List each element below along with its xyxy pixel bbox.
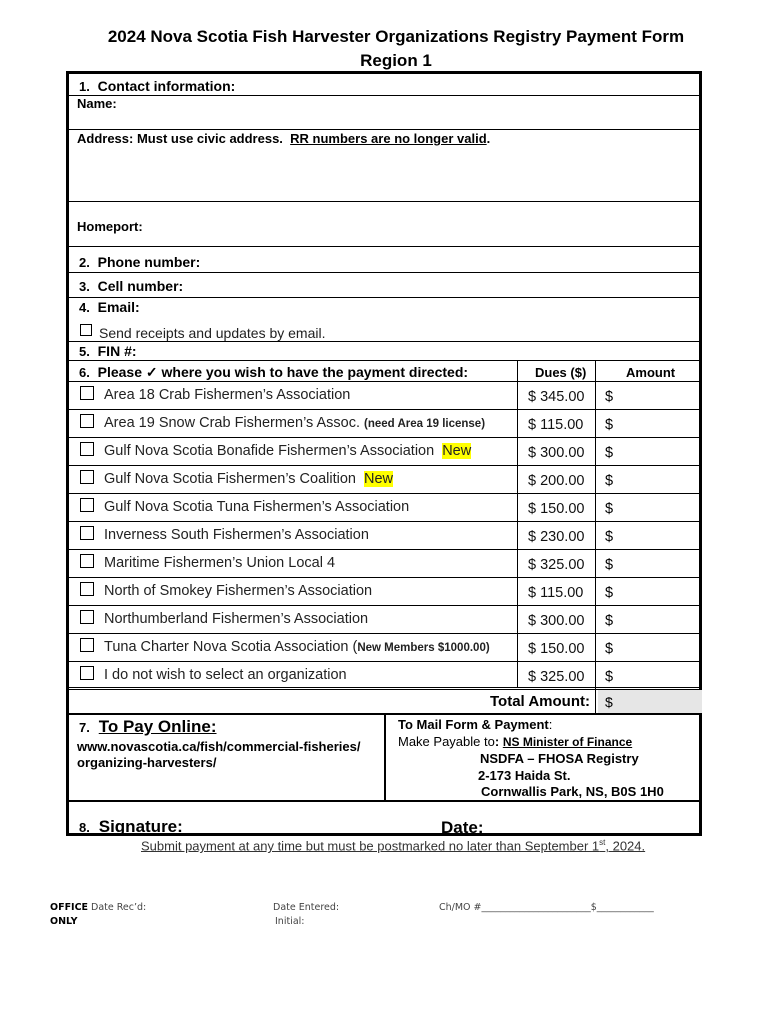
organization-name: North of Smokey Fishermen’s Association [104, 583, 373, 599]
initial-label: Initial: [275, 916, 305, 927]
form-title: 2024 Nova Scotia Fish Harvester Organizations Registry Payment Form [107, 27, 685, 46]
organization-row [69, 381, 699, 409]
organization-checkbox[interactable] [80, 582, 94, 596]
payee-name: NS Minister of Finance [502, 735, 633, 749]
email-receipts-checkbox[interactable] [80, 324, 92, 336]
organization-dues: $ 300.00 [528, 613, 585, 629]
date-label: Date: [441, 818, 484, 837]
section-6-heading: 6. Please ✓ where you wish to have the payment directed: [79, 364, 469, 380]
organization-dues: $ 345.00 [528, 389, 585, 405]
organization-dues: $ 300.00 [528, 445, 585, 461]
organization-dues: $ 115.00 [528, 417, 584, 433]
organization-row [69, 661, 699, 689]
organization-amount[interactable]: $ [605, 389, 614, 405]
homeport-field[interactable] [149, 214, 695, 242]
date-received-label: Date Rec’d: [91, 902, 147, 913]
address-field[interactable] [77, 150, 695, 200]
form-region: Region 1 [360, 51, 432, 70]
mail-heading: To Mail Form & Payment: [398, 717, 553, 732]
mail-address-line2: 2-173 Haida St. [478, 768, 571, 783]
organization-name: Northumberland Fishermen’s Association [104, 611, 369, 627]
payable-to: Make Payable to: NS Minister of Finance [398, 734, 633, 749]
rr-warning: RR numbers are no longer valid [290, 131, 487, 146]
office-only-label-2: ONLY [50, 916, 78, 927]
organization-checkbox[interactable] [80, 666, 94, 680]
organization-name: Area 18 Crab Fishermen’s Association [104, 387, 351, 403]
organization-checkbox[interactable] [80, 442, 94, 456]
signature-field[interactable] [199, 804, 429, 834]
section-7-heading: 7. To Pay Online: [79, 717, 217, 736]
organization-row [69, 521, 699, 549]
total-amount-label: Total Amount: [490, 693, 590, 710]
signature-label: 8. Signature: [79, 817, 183, 836]
cell-label: 3. Cell number: [79, 278, 184, 294]
fin-field[interactable] [149, 342, 695, 360]
organization-amount[interactable]: $ [605, 641, 614, 657]
organization-amount[interactable]: $ [605, 501, 614, 517]
checkmark-icon: ✓ [145, 364, 158, 380]
organization-dues: $ 115.00 [528, 585, 584, 601]
organization-row [69, 605, 699, 633]
organization-name: I do not wish to select an organization [104, 667, 347, 683]
name-label: Name: [77, 96, 117, 111]
organization-checkbox[interactable] [80, 638, 94, 652]
pay-online-url-line1[interactable]: www.novascotia.ca/fish/commercial-fisheries/ [77, 739, 361, 754]
dues-header: Dues ($) [535, 365, 587, 380]
organization-dues: $ 200.00 [528, 473, 585, 489]
organization-checkbox[interactable] [80, 386, 94, 400]
homeport-label: Homeport: [77, 219, 143, 234]
organization-amount[interactable]: $ [605, 669, 614, 685]
phone-field[interactable] [189, 250, 695, 272]
organization-dues: $ 325.00 [528, 669, 585, 685]
organization-name: Gulf Nova Scotia Fishermen’s Coalition New [104, 471, 393, 487]
organization-amount[interactable]: $ [605, 417, 614, 433]
organization-name: Maritime Fishermen’s Union Local 4 [104, 555, 336, 571]
organization-name: Gulf Nova Scotia Tuna Fishermen’s Association [104, 499, 410, 515]
phone-label: 2. Phone number: [79, 254, 201, 270]
email-receipts-label: Send receipts and updates by email. [99, 325, 326, 341]
new-badge: New [363, 471, 393, 487]
organization-dues: $ 150.00 [528, 641, 585, 657]
organization-note: (need Area 19 license) [364, 418, 486, 430]
organization-name: Tuna Charter Nova Scotia Association (New Members $1000.00) [104, 639, 490, 655]
organization-checkbox[interactable] [80, 470, 94, 484]
section-1-heading: 1. Contact information: [79, 78, 236, 94]
organization-checkbox[interactable] [80, 526, 94, 540]
organization-amount[interactable]: $ [605, 529, 614, 545]
registry-form [66, 71, 702, 836]
organization-amount[interactable]: $ [605, 445, 614, 461]
organization-name: Area 19 Snow Crab Fishermen’s Assoc. (need Area 19 license) [104, 415, 486, 431]
deadline-note: Submit payment at any time but must be postmarked no later than September 1st, 2024. [141, 838, 646, 854]
organization-checkbox[interactable] [80, 498, 94, 512]
organization-row [69, 409, 699, 437]
organization-checkbox[interactable] [80, 414, 94, 428]
organization-amount[interactable]: $ [605, 613, 614, 629]
date-entered-label: Date Entered: [273, 902, 340, 913]
cell-field[interactable] [189, 274, 695, 296]
total-amount-currency: $ [605, 694, 613, 710]
amount-header: Amount [626, 365, 676, 380]
organization-amount[interactable]: $ [605, 585, 614, 601]
organization-checkbox[interactable] [80, 554, 94, 568]
total-amount-cell[interactable] [598, 690, 702, 713]
organization-row [69, 465, 699, 493]
office-only-label: OFFICE [50, 902, 89, 913]
organization-row [69, 549, 699, 577]
mail-address-line1: NSDFA – FHOSA Registry [480, 751, 639, 766]
organization-row [69, 633, 699, 661]
pay-online-url-line2[interactable]: organizing-harvesters/ [77, 755, 217, 770]
organization-amount[interactable]: $ [605, 557, 614, 573]
email-label: 4. Email: [79, 299, 140, 315]
organization-row [69, 493, 699, 521]
organization-note: New Members $1000.00) [357, 642, 490, 654]
fin-label: 5. FIN #: [79, 343, 137, 359]
organization-row [69, 437, 699, 465]
signature-date-field[interactable] [494, 804, 695, 834]
mail-address-line3: Cornwallis Park, NS, B0S 1H0 [481, 784, 664, 799]
organization-checkbox[interactable] [80, 610, 94, 624]
organization-row [69, 577, 699, 605]
organization-dues: $ 230.00 [528, 529, 585, 545]
organization-name: Gulf Nova Scotia Bonafide Fishermen’s Association New [104, 443, 472, 459]
organization-amount[interactable]: $ [605, 473, 614, 489]
organization-name: Inverness South Fishermen’s Association [104, 527, 369, 543]
name-field[interactable] [129, 96, 695, 128]
new-badge: New [442, 443, 472, 459]
organization-dues: $ 325.00 [528, 557, 585, 573]
organization-dues: $ 150.00 [528, 501, 585, 517]
address-label: Address: Must use civic address. RR numbers are no longer valid. [77, 131, 491, 146]
cheque-mo-label: Ch/MO #_______________________$____________ [439, 902, 654, 913]
email-field[interactable] [149, 298, 695, 318]
